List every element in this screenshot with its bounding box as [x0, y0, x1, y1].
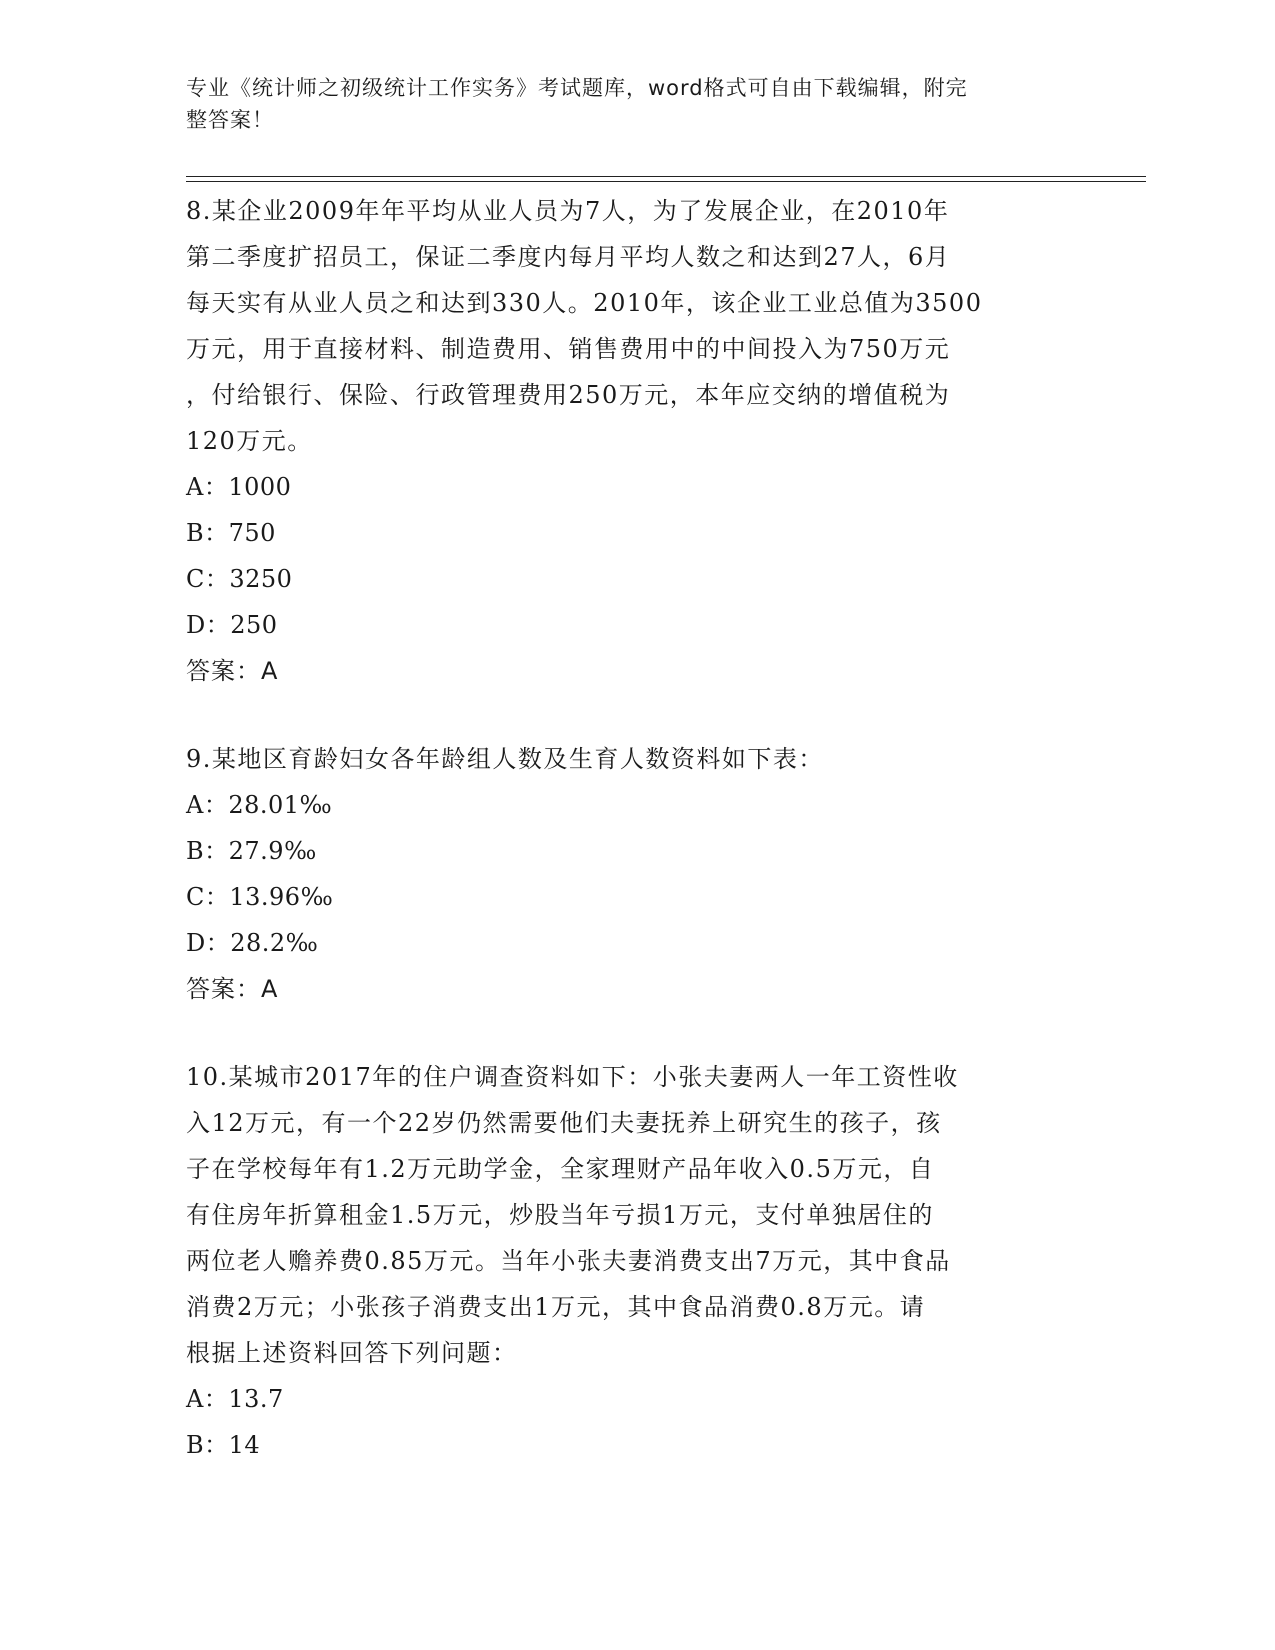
option-c: C：3250 — [186, 565, 293, 593]
question-10 — [186, 1054, 1086, 1468]
option-a: A：13.7 — [186, 1385, 284, 1413]
question-text-line: 有住房年折算租金1.5万元，炒股当年亏损1万元，支付单独居住的 — [186, 1201, 934, 1229]
option-d: D：250 — [186, 611, 278, 639]
question-text-line: 消费2万元；小张孩子消费支出1万元，其中食品消费0.8万元。请 — [186, 1293, 926, 1321]
question-text-line: 入12万元，有一个22岁仍然需要他们夫妻抚养上研究生的孩子，孩 — [186, 1109, 942, 1137]
question-list — [186, 188, 1086, 1468]
question-text-line: 8.某企业2009年年平均从业人员为7人，为了发展企业，在2010年 — [186, 197, 950, 225]
option-b: B：14 — [186, 1431, 261, 1459]
question-text-line: 子在学校每年有1.2万元助学金，全家理财产品年收入0.5万元，自 — [186, 1155, 935, 1183]
option-b: B：750 — [186, 519, 276, 547]
answer-label: 答案：A — [186, 657, 279, 685]
document-header — [186, 72, 1066, 136]
question-text-line: 120万元。 — [186, 427, 313, 455]
question-spacer — [186, 1012, 1086, 1054]
header-line: 整答案！ — [186, 108, 274, 132]
option-d: D：28.2‰ — [186, 929, 319, 957]
answer-label: 答案：A — [186, 975, 279, 1003]
question-text-line: 两位老人赡养费0.85万元。当年小张夫妻消费支出7万元，其中食品 — [186, 1247, 951, 1275]
header-divider — [186, 176, 1146, 177]
option-a: A：28.01‰ — [186, 791, 333, 819]
header-line: 专业《统计师之初级统计工作实务》考试题库，word格式可自由下载编辑，附完 — [186, 76, 968, 100]
question-text-line: 万元，用于直接材料、制造费用、销售费用中的中间投入为750万元 — [186, 335, 951, 363]
question-9 — [186, 736, 1086, 1012]
question-text-line: 第二季度扩招员工，保证二季度内每月平均人数之和达到27人，6月 — [186, 243, 951, 271]
question-8 — [186, 188, 1086, 694]
question-text-line: 每天实有从业人员之和达到330人。2010年，该企业工业总值为3500 — [186, 289, 983, 317]
question-text-line: 9.某地区育龄妇女各年龄组人数及生育人数资料如下表： — [186, 745, 824, 773]
question-spacer — [186, 694, 1086, 736]
question-text-line: 10.某城市2017年的住户调查资料如下：小张夫妻两人一年工资性收 — [186, 1063, 959, 1091]
option-c: C：13.96‰ — [186, 883, 334, 911]
option-a: A：1000 — [186, 473, 292, 501]
question-text-line: ，付给银行、保险、行政管理费用250万元，本年应交纳的增值税为 — [186, 381, 951, 409]
question-text-line: 根据上述资料回答下列问题： — [186, 1339, 518, 1367]
option-b: B：27.9‰ — [186, 837, 317, 865]
header-divider — [186, 181, 1146, 182]
